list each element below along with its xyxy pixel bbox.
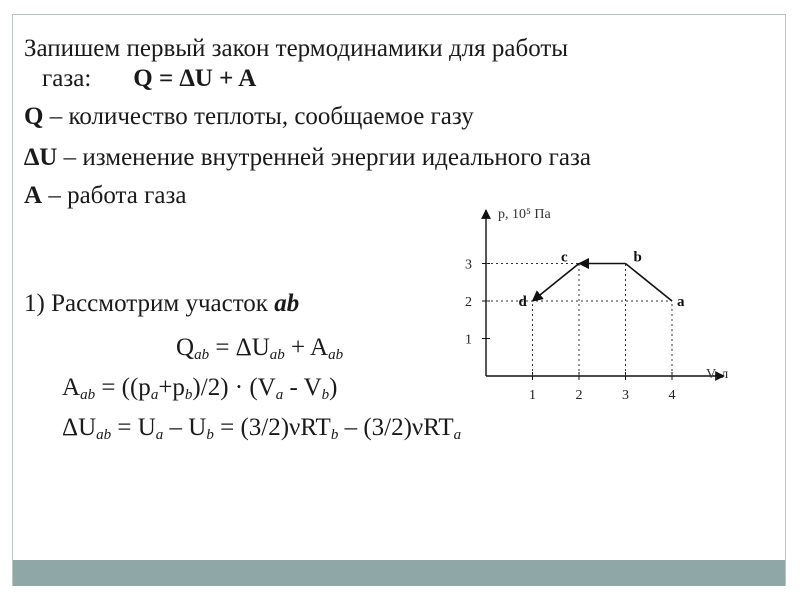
x-axis-label: V, л bbox=[706, 367, 729, 382]
text-line-2 bbox=[42, 64, 256, 94]
a-symbol: A bbox=[24, 182, 43, 209]
formula-part: – U bbox=[163, 414, 207, 441]
formula-subscript: b bbox=[184, 387, 193, 403]
formula-part: = ΔU bbox=[209, 334, 270, 361]
law-intro: Запишем первый закон термодинамики для работы bbox=[24, 35, 569, 62]
formula-subscript: b bbox=[206, 427, 214, 443]
point-label-b: b bbox=[633, 249, 642, 266]
formula-subscript: ab bbox=[269, 347, 285, 363]
formula-part: = ((p bbox=[95, 374, 151, 401]
formula-subscript: b bbox=[321, 387, 330, 403]
x-tick-label: 4 bbox=[668, 388, 676, 403]
y-axis-label: р, 10⁵ Па bbox=[498, 207, 551, 222]
path-segment-ab bbox=[626, 264, 673, 302]
point-label-d: d bbox=[518, 294, 527, 310]
x-tick-label: 3 bbox=[622, 388, 629, 403]
footer-bar bbox=[13, 560, 785, 586]
du-description: – изменение внутренней энергии идеального газа bbox=[57, 144, 591, 171]
formula-subscript: a bbox=[150, 387, 159, 403]
formula-subscript: a bbox=[155, 427, 164, 443]
process-path bbox=[533, 264, 673, 302]
step-prefix: 1) Рассмотрим участок bbox=[24, 290, 275, 317]
formula-subscript: ab bbox=[328, 347, 344, 363]
step-heading bbox=[24, 289, 299, 319]
definition-a bbox=[24, 181, 186, 211]
formula-part: +p bbox=[158, 374, 185, 401]
q-symbol: Q bbox=[24, 103, 44, 130]
formula-part: – (3/2)νRT bbox=[338, 414, 454, 441]
formula-heat bbox=[176, 333, 343, 363]
formula-subscript: ab bbox=[80, 387, 96, 403]
law-intro-cont: газа: bbox=[42, 65, 92, 92]
x-tick-label: 2 bbox=[575, 388, 583, 403]
du-symbol: ∆U bbox=[24, 144, 58, 171]
first-law-formula: Q = ∆U + A bbox=[133, 65, 257, 92]
point-label-a: a bbox=[677, 294, 685, 310]
text-line-1 bbox=[24, 34, 568, 64]
formula-part: Q bbox=[176, 334, 195, 361]
pv-diagram bbox=[440, 200, 750, 410]
guide-lines bbox=[486, 264, 672, 377]
formula-subscript: a bbox=[275, 387, 284, 403]
formula-subscript: a bbox=[453, 427, 462, 443]
formula-subscript: ab bbox=[194, 347, 210, 363]
formula-part: - V bbox=[283, 374, 322, 401]
formula-part: + A bbox=[284, 334, 329, 361]
x-tick-label: 1 bbox=[529, 388, 536, 403]
step-segment: ab bbox=[274, 290, 300, 317]
formula-part: )/2) · (V bbox=[192, 374, 276, 401]
definition-du bbox=[24, 143, 591, 173]
formula-part: = (3/2)νRT bbox=[213, 414, 331, 441]
formula-part: ) bbox=[329, 374, 338, 401]
point-label-c: c bbox=[561, 249, 568, 266]
a-description: – работа газа bbox=[42, 182, 187, 209]
formula-part: A bbox=[62, 374, 81, 401]
formula-part: = U bbox=[111, 414, 156, 441]
formula-work bbox=[62, 373, 338, 403]
axis-labels bbox=[465, 207, 728, 403]
formula-part: ΔU bbox=[62, 414, 97, 441]
y-tick-label: 1 bbox=[465, 332, 472, 348]
definition-q bbox=[24, 102, 474, 132]
y-tick-label: 3 bbox=[465, 257, 472, 273]
formula-energy bbox=[62, 413, 461, 443]
y-tick-label: 2 bbox=[465, 295, 472, 310]
formula-subscript: b bbox=[330, 427, 339, 443]
formula-subscript: ab bbox=[96, 427, 112, 443]
q-description: – количество теплоты, сообщаемое газу bbox=[43, 103, 474, 130]
path-segment-cd bbox=[533, 264, 580, 302]
